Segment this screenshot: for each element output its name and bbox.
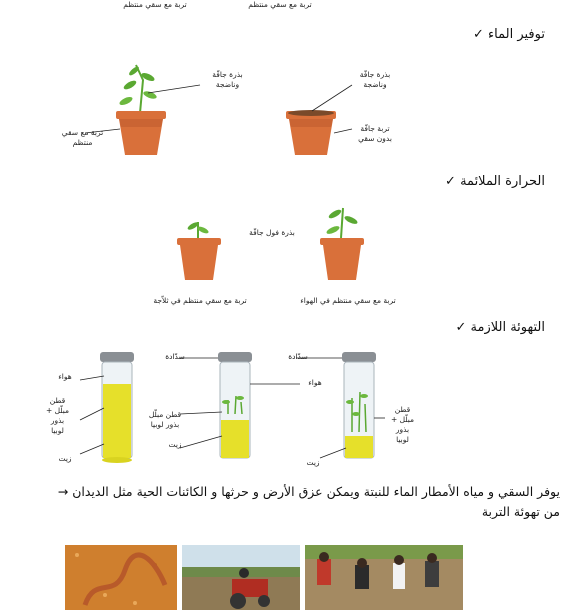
section-aeration-title [451, 320, 545, 335]
tube2-cotton-label: قطن مبلّل بذور لوبيا [148, 410, 182, 429]
tube-middle [218, 352, 252, 458]
heat-illustration [165, 200, 375, 290]
check-icon: ✓ [445, 174, 456, 189]
arrow-icon: → [57, 484, 69, 499]
section-heat-title [441, 174, 545, 189]
worm-photo [65, 545, 177, 610]
aeration-illustration [60, 348, 420, 468]
tube-open-oil [100, 352, 134, 463]
summary-line-2: من تهوئة التربة [481, 504, 560, 519]
top-caption-right: تربة مع سقي منتظم [248, 0, 312, 9]
tube3-cap-label: سدّادة [288, 352, 308, 361]
tube3-cotton-label: قطن مبلّل + بذور لوبيا [390, 405, 415, 444]
heat-title-text: الحرارة الملائمة [460, 174, 545, 189]
tube1-oil-label: زيت [58, 454, 72, 463]
heat-center-label: بذرة فول جافّة [249, 228, 295, 237]
water-left-seed-label: بذرة جافّة وناضجة [212, 70, 243, 89]
summary-line-1-text: يوفر السقي و مياه الأمطار الماء للنبتة ويمكن عزق الأرض و حرثها و الكائنات الحية مثل الديدان [72, 484, 560, 499]
right-pot-dry [286, 110, 336, 155]
water-right-soil-label: تربة جافّة بدون سقي [358, 124, 392, 143]
summary-line-1 [20, 482, 560, 502]
hoeing-photo [305, 545, 463, 610]
water-right-seed-label: بذرة جافّة وناضجة [359, 70, 391, 89]
tube2-oil-label: زيت [168, 440, 182, 449]
tube3-oil-label: زيت [306, 458, 320, 467]
aeration-title-text: التهوئة اللازمة [470, 320, 545, 335]
fridge-pot [177, 221, 221, 280]
section-water-title [469, 27, 545, 42]
tractor-photo [182, 545, 300, 610]
water-title-text: توفير الماء [488, 27, 545, 42]
tube3-air-label: هواء [308, 378, 322, 387]
heat-right-caption: تربة مع سقي منتظم في الهواء [300, 296, 396, 305]
water-left-soil-label: تربة مع سقي منتظم [61, 128, 104, 147]
heat-left-caption: تربة مع سقي منتظم في ثلاّجة [153, 296, 247, 305]
check-icon: ✓ [455, 320, 467, 335]
summary-paragraph [20, 482, 560, 522]
tube1-air-label: هواء [58, 372, 72, 381]
top-caption-left: تربة مع سقي منتظم [123, 0, 187, 9]
tube2-cap-label: سدّادة [165, 352, 185, 361]
check-icon: ✓ [473, 27, 484, 42]
air-pot [320, 208, 364, 280]
tube-right [342, 352, 376, 458]
left-pot-with-plant [116, 65, 166, 155]
tube1-cotton-label: قطن مبلّل + بذور لوبيا [45, 396, 70, 435]
